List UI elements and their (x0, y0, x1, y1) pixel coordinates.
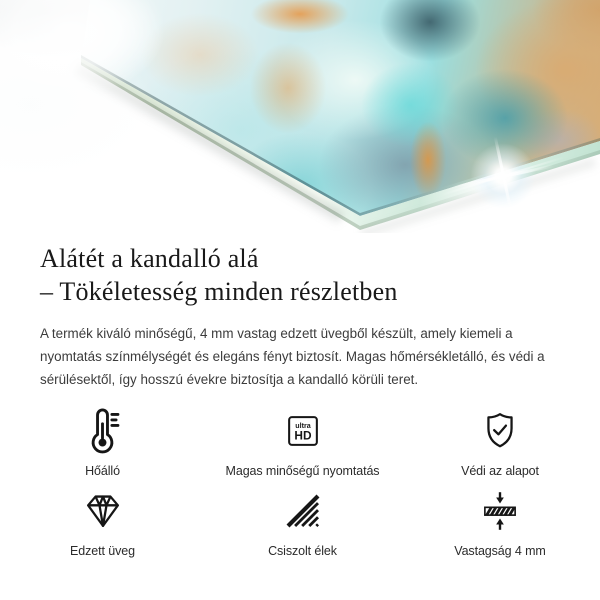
svg-text:ultra: ultra (294, 421, 311, 430)
shield-check-icon (479, 406, 521, 456)
page-title-line1: Alátét a kandalló alá (40, 244, 259, 273)
feature-label: Edzett üveg (70, 544, 135, 558)
product-image (0, 0, 600, 233)
thickness-icon (478, 486, 522, 536)
diamond-icon (82, 486, 124, 536)
product-description: A termék kiváló minőségű, 4 mm vastag edzett üvegből készült, amely kiemeli a nyomtatás színmélységét és elegáns fényt biztosít. Magas hőmérsékletálló, és védi a sérülésektől, így hosszú évekre biztosítja a kandalló körüli teret. (40, 326, 545, 387)
page-title (40, 242, 560, 308)
ultra-hd-icon (284, 406, 322, 456)
feature-label: Védi az alapot (461, 464, 539, 478)
polished-edges-icon (283, 486, 323, 536)
feature-label: Vastagság 4 mm (454, 544, 546, 558)
thermometer-icon (76, 406, 129, 456)
feature-thickness (400, 486, 600, 558)
svg-text:HD: HD (293, 428, 312, 443)
feature-heat-resistant (0, 406, 205, 478)
feature-label: Magas minőségű nyomtatás (225, 464, 380, 478)
feature-label: Csiszolt élek (268, 544, 337, 558)
feature-tempered-glass (0, 486, 205, 558)
feature-polished-edges (205, 486, 400, 558)
feature-protects-base (400, 406, 600, 478)
feature-label: Hőálló (85, 464, 120, 478)
features-grid (0, 406, 600, 558)
feature-print-quality (205, 406, 400, 478)
page-title-line2: – Tökéletesség minden részletben (40, 277, 398, 306)
